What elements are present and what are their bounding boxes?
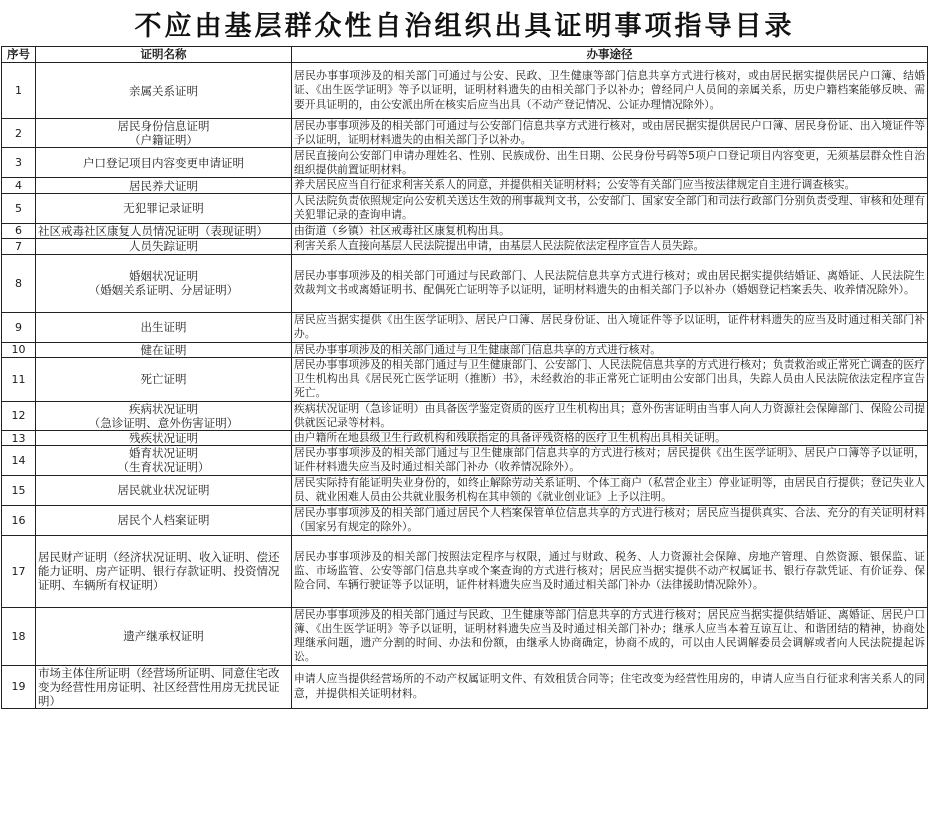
certificate-name [36, 312, 292, 342]
row-number: 7 [2, 238, 36, 254]
certificate-name [36, 342, 292, 357]
certificate-name-line: 社区戒毒社区康复人员情况证明（表现证明） [38, 223, 268, 238]
certificate-name-line: 亲属关系证明 [129, 83, 198, 98]
row-number: 8 [2, 254, 36, 312]
table-row [2, 431, 928, 446]
certificate-name [36, 505, 292, 535]
table-row [2, 475, 928, 505]
row-number: 4 [2, 178, 36, 193]
certificate-name-line: 残疾状况证明 [129, 431, 198, 446]
certificate-name-line: 健在证明 [140, 342, 187, 357]
handling-path: 由街道（乡镇）社区戒毒社区康复机构出具。 [292, 223, 928, 238]
certificate-name-line: 婚育状况证明 [129, 446, 198, 461]
handling-path: 疾病状况证明（急诊证明）由具备医学鉴定资质的医疗卫生机构出具；意外伤害证明由当事人向人力资源社会保障部门、保险公司提供就医记录等材料。 [292, 401, 928, 430]
row-number: 1 [2, 63, 36, 119]
table-row [2, 148, 928, 178]
certificate-name [36, 193, 292, 223]
certificate-name [36, 475, 292, 505]
table-row [2, 63, 928, 119]
handling-path: 居民办事事项涉及的相关部门可通过与公安、民政、卫生健康等部门信息共享方式进行核对，或由居民据实提供居民户口簿、结婚证、《出生医学证明》等予以证明，证明材料遗失的由相关部门予以补办；曾经同户人员间的亲属关系，历史户籍档案能够反映、需要开具证明的，由公安派出所在核实后应当出具（不动产登记情况、公证办理情况除外）。 [292, 63, 928, 119]
row-number: 15 [2, 475, 36, 505]
row-number: 19 [2, 665, 36, 708]
certificate-name [36, 238, 292, 254]
certificate-name-line: 居民个人档案证明 [117, 513, 210, 528]
handling-path: 养犬居民应当自行征求利害关系人的同意，并提供相关证明材料；公安等有关部门应当按法律规定自主进行调查核实。 [292, 178, 928, 193]
row-number: 16 [2, 505, 36, 535]
certificate-name-line: （婚姻关系证明、分居证明） [88, 283, 239, 298]
certificate-name-line: 出生证明 [140, 320, 187, 335]
table-row [2, 446, 928, 475]
certificate-name [36, 431, 292, 446]
table-row [2, 535, 928, 607]
row-number: 9 [2, 312, 36, 342]
handling-path: 由户籍所在地县级卫生行政机构和残联指定的具备评残资格的医疗卫生机构出具相关证明。 [292, 431, 928, 446]
handling-path: 居民办事事项涉及的相关部门通过居民个人档案保管单位信息共享的方式进行核对；居民应当提供真实、合法、充分的有关证明材料（国家另有规定的除外）。 [292, 505, 928, 535]
certificate-name [36, 446, 292, 475]
certificate-name-line: 户口登记项目内容变更申请证明 [83, 155, 244, 170]
row-number: 3 [2, 148, 36, 178]
header-path: 办事途径 [292, 47, 928, 63]
header-name: 证明名称 [36, 47, 292, 63]
certificate-name-line: （急诊证明、意外伤害证明） [88, 415, 239, 430]
row-number: 2 [2, 119, 36, 148]
handling-path: 居民应当据实提供《出生医学证明》、居民户口簿、居民身份证、出入境证件等予以证明，证件材料遗失的应当及时通过相关部门补办。 [292, 312, 928, 342]
certificate-name [36, 607, 292, 665]
row-number: 10 [2, 342, 36, 357]
row-number: 11 [2, 358, 36, 402]
table-row [2, 505, 928, 535]
certificate-name-line: 居民财产证明（经济状况证明、收入证明、偿还能力证明、房产证明、银行存款证明、投资情况证明、车辆所有权证明） [38, 550, 280, 593]
certificate-name [36, 148, 292, 178]
handling-path: 利害关系人直接向基层人民法院提出申请，由基层人民法院依法定程序宣告人员失踪。 [292, 238, 928, 254]
certificate-name-line: 遗产继承权证明 [123, 629, 204, 644]
certificate-name-line: 居民身份信息证明 [117, 119, 210, 134]
handling-path: 居民办事事项涉及的相关部门通过与卫生健康部门、公安部门、人民法院信息共享的方式进行核对；负责救治或正常死亡调查的医疗卫生机构出具《居民死亡医学证明（推断）书》，未经救治的非正常死亡证明由公安部门出具，失踪人员由人民法院依法定程序宣告死亡。 [292, 358, 928, 402]
row-number: 14 [2, 446, 36, 475]
handling-path: 居民办事事项涉及的相关部门可通过与公安部门信息共享方式进行核对，或由居民据实提供居民户口簿、居民身份证、出入境证件等予以证明，证明材料遗失的由相关部门予以补办。 [292, 119, 928, 148]
table-row [2, 358, 928, 402]
row-number: 5 [2, 193, 36, 223]
table-row [2, 119, 928, 148]
certificate-name-line: 死亡证明 [140, 372, 187, 387]
certificate-name-line: 人员失踪证明 [129, 239, 198, 254]
certificate-name [36, 119, 292, 148]
handling-path: 居民办事事项涉及的相关部门通过与卫生健康部门信息共享的方式进行核对。 [292, 342, 928, 357]
row-number: 12 [2, 401, 36, 430]
certificate-name-line: （生育状况证明） [117, 460, 210, 475]
document-title: 不应由基层群众性自治组织出具证明事项指导目录 [134, 10, 795, 42]
catalog-table [1, 46, 928, 709]
certificate-name-line: 居民养犬证明 [129, 178, 198, 193]
row-number: 18 [2, 607, 36, 665]
certificate-name-line: 市场主体住所证明（经营场所证明、同意住宅改变为经营性用房证明、社区经营性用房无扰民证明） [38, 665, 280, 708]
certificate-name [36, 535, 292, 607]
table-row [2, 312, 928, 342]
certificate-name [36, 358, 292, 402]
certificate-name [36, 223, 292, 238]
table-row [2, 254, 928, 312]
handling-path: 居民办事事项涉及的相关部门通过与民政、卫生健康等部门信息共享的方式进行核对；居民应当据实提供结婚证、离婚证、居民户口簿、《出生医学证明》等予以证明，证明材料遗失应当及时通过相关部门补办；继承人应当本着互谅互让、和谐团结的精神，协商处理继承问题，遗产分割的时间、办法和份额，由继承人协商确定，协商不成的，可以由人民调解委员会调解或者向人民法院提起诉讼。 [292, 607, 928, 665]
table-row [2, 223, 928, 238]
handling-path: 人民法院负责依照规定向公安机关送达生效的刑事裁判文书，公安部门、国家安全部门和司法行政部门分别负责受理、审核和处理有关犯罪记录的查询申请。 [292, 193, 928, 223]
certificate-name-line: （户籍证明） [129, 133, 198, 148]
certificate-name [36, 665, 292, 708]
handling-path: 申请人应当提供经营场所的不动产权属证明文件、有效租赁合同等；住宅改变为经营性用房的，申请人应当自行征求利害关系人的同意，并提供相关证明材料。 [292, 665, 928, 708]
certificate-name [36, 63, 292, 119]
table-row [2, 401, 928, 430]
certificate-name-line: 疾病状况证明 [129, 401, 198, 416]
header-no: 序号 [2, 47, 36, 63]
handling-path: 居民直接向公安部门申请办理姓名、性别、民族成份、出生日期、公民身份号码等5项户口登记项目内容变更，无须基层群众性自治组织提供前置证明材料。 [292, 148, 928, 178]
row-number: 17 [2, 535, 36, 607]
handling-path: 居民办事事项涉及的相关部门按照法定程序与权限，通过与财政、税务、人力资源社会保障、房地产管理、自然资源、银保监、证监、市场监管、公安等部门信息共享或个案查询的方式进行核对；居民应当据实提供不动产权属证书、银行存款凭证、有价证券、保险合同、车辆行驶证等予以证明，证件材料遗失应当及时通过相关部门补办（法律援助情况除外）。 [292, 535, 928, 607]
row-number: 13 [2, 431, 36, 446]
table-row [2, 607, 928, 665]
table-row [2, 665, 928, 708]
certificate-name [36, 178, 292, 193]
handling-path: 居民办事事项涉及的相关部门通过与卫生健康部门信息共享的方式进行核对；居民提供《出生医学证明》、居民户口簿等予以证明，证件材料遗失应当及时通过相关部门补办（收养情况除外）。 [292, 446, 928, 475]
certificate-name [36, 401, 292, 430]
table-row [2, 238, 928, 254]
certificate-name-line: 居民就业状况证明 [117, 483, 210, 498]
handling-path: 居民实际持有能证明失业身份的，如终止解除劳动关系证明、个体工商户（私营企业主）停业证明等，由居民自行提供；登记失业人员、就业困难人员由公共就业服务机构在其申领的《就业创业证》上予以注明。 [292, 475, 928, 505]
table-row [2, 178, 928, 193]
row-number: 6 [2, 223, 36, 238]
certificate-name-line: 婚姻状况证明 [129, 269, 198, 284]
table-header-row [2, 47, 928, 63]
table-row [2, 193, 928, 223]
handling-path: 居民办事事项涉及的相关部门可通过与民政部门、人民法院信息共享方式进行核对；或由居民据实提供结婚证、离婚证、人民法院生效裁判文书或离婚证明书、配偶死亡证明等予以证明，证明材料遗失的由相关部门予以补办（婚姻登记档案丢失、收养情况除外）。 [292, 254, 928, 312]
certificate-name [36, 254, 292, 312]
certificate-name-line: 无犯罪记录证明 [123, 201, 204, 216]
table-row [2, 342, 928, 357]
